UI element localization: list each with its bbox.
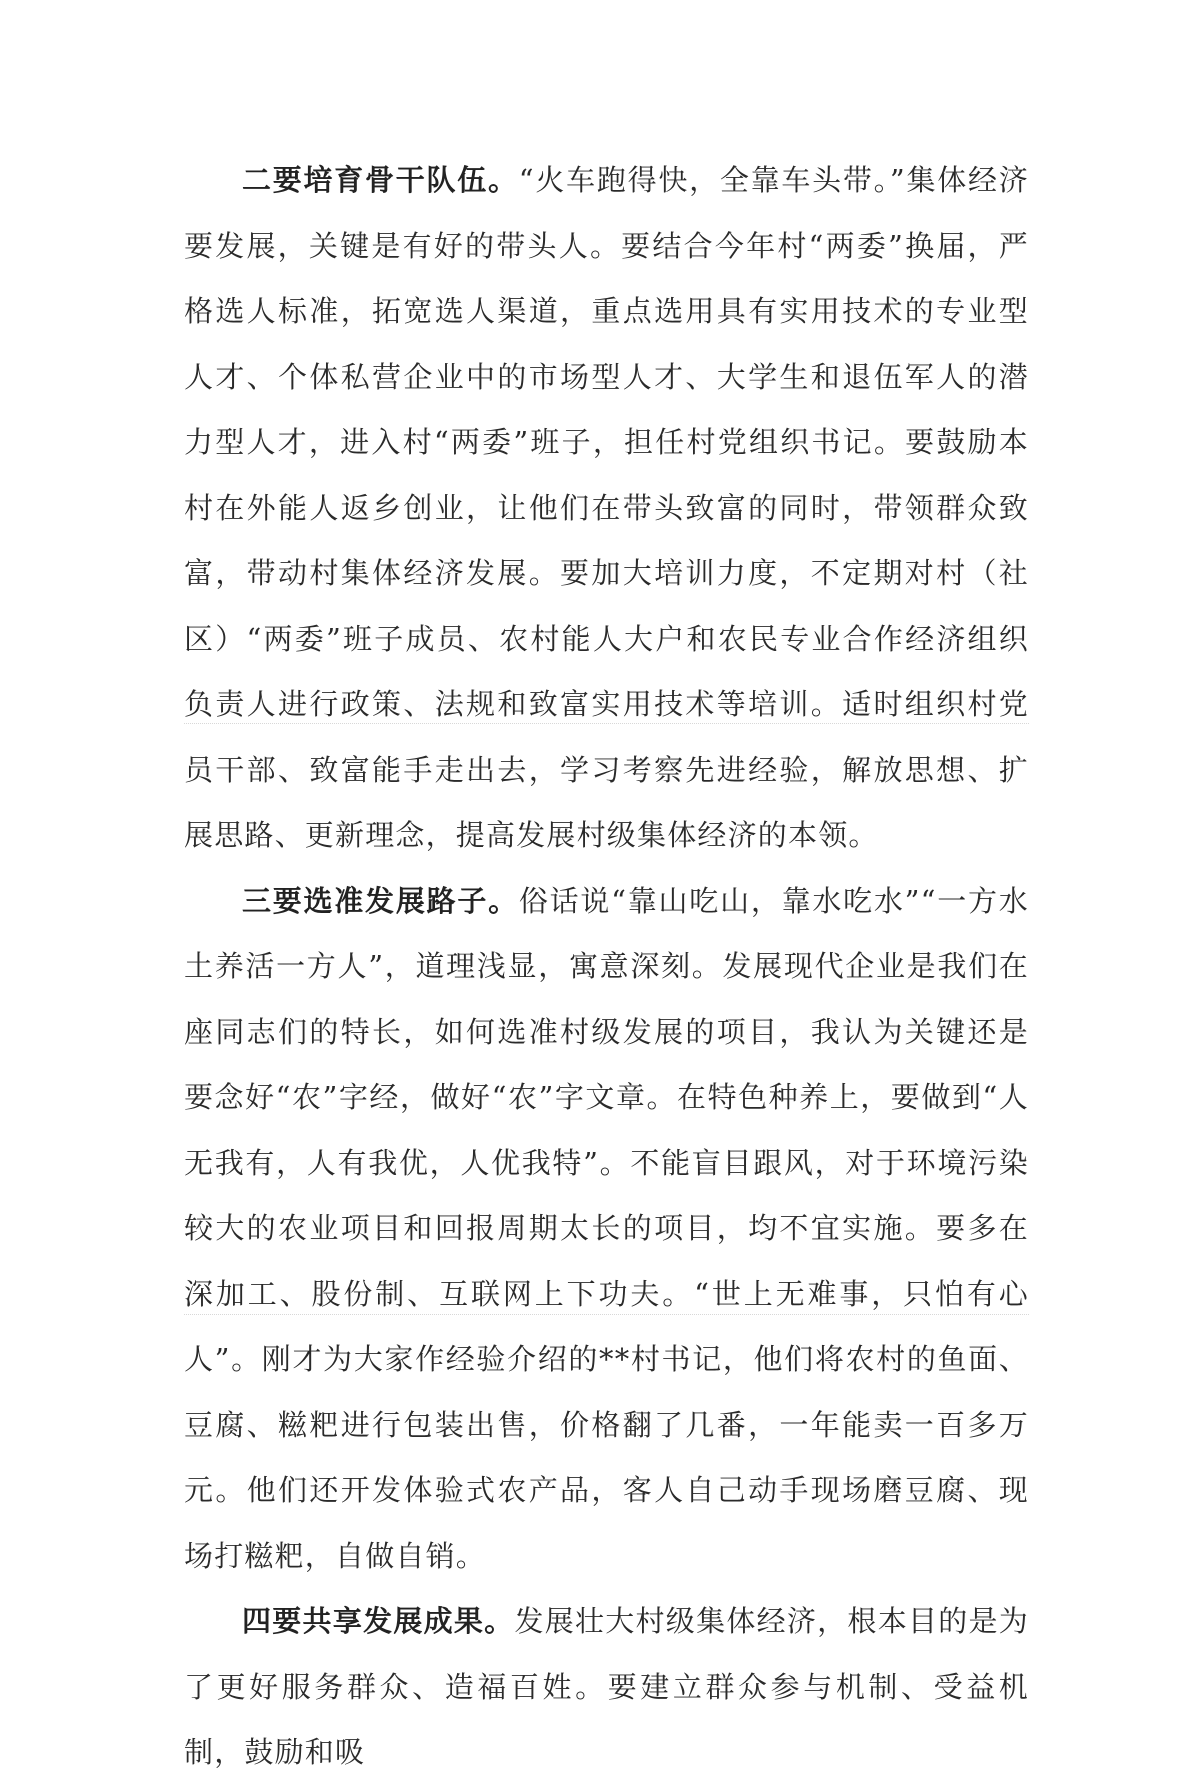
paragraph-body: “火车跑得快，全靠车头带。”集体经济要发展，关键是有好的带头人。要结合今年村“两委”换届，严格选人标准，拓宽选人渠道，重点选用具有实用技术的专业型人才、个体私营企业中的市场型人才、大学生和退伍军人的潜力型人才，进入村“两委”班子，担任村党组织书记。要鼓励本村在外能人返乡创业，让他们在带头致富的同时，带领群众致富，带动村集体经济发展。要加大培训力度，不定期对村（社区）“两委”班子成员、农村能人大户和农民专业合作经济组织负责人进行政策、法规和致富实用技术等培训。适时组织村党员干部、致富能手走出去，学习考察先进经验，解放思想、扩展思路、更新理念，提高发展村级集体经济的本领。: [184, 163, 1029, 852]
paragraph-divider: [184, 1314, 1029, 1315]
paragraph-lead: 三要选准发展路子。: [242, 883, 519, 918]
paragraph-share-results: [184, 1589, 1029, 1786]
paragraph-cultivate-backbone: [184, 148, 1029, 869]
paragraph-choose-path: [184, 869, 1029, 1590]
paragraph-lead: 四要共享发展成果。: [242, 1604, 515, 1638]
document-body: [184, 148, 1029, 1786]
paragraph-body: 俗话说“靠山吃山，靠水吃水”“一方水土养活一方人”，道理浅显，寓意深刻。发展现代企业是我们在座同志们的特长，如何选准村级发展的项目，我认为关键还是要念好“农”字经，做好“农”字文章。在特色种养上，要做到“人无我有，人有我优，人优我特”。不能盲目跟风，对于环境污染较大的农业项目和回报周期太长的项目，均不宜实施。要多在深加工、股份制、互联网上下功夫。“世上无难事，只怕有心人”。刚才为大家作经验介绍的**村书记，他们将农村的鱼面、豆腐、糍粑进行包装出售，价格翻了几番，一年能卖一百多万元。他们还开发体验式农产品，客人自己动手现场磨豆腐、现场打糍粑，自做自销。: [184, 883, 1029, 1573]
paragraph-divider: [184, 723, 1029, 724]
paragraph-lead: 二要培育骨干队伍。: [242, 163, 519, 197]
paragraph-body: 发展壮大村级集体经济，根本目的是为了更好服务群众、造福百姓。要建立群众参与机制、受益机制，鼓励和吸: [184, 1604, 1029, 1769]
